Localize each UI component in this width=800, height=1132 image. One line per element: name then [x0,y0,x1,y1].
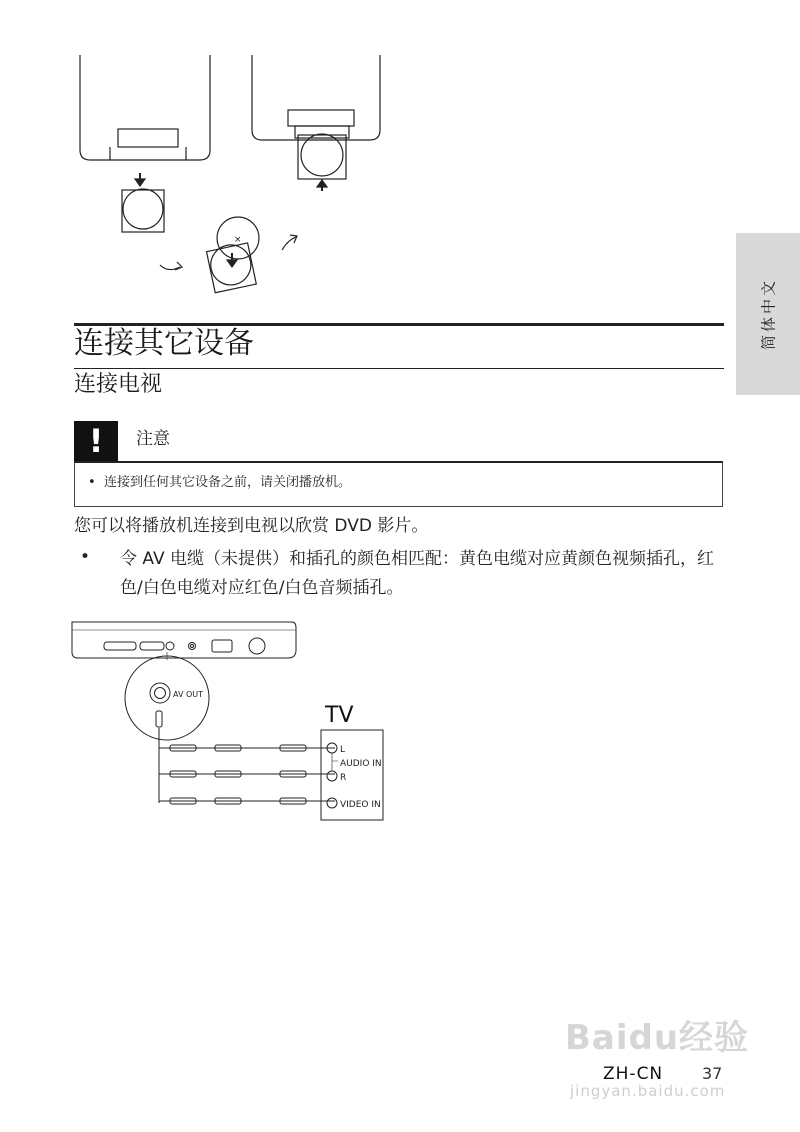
tv-label: TV [325,703,354,728]
caution-title: 注意 [136,429,170,449]
tv-video-in-label: VIDEO IN [340,800,381,810]
caution-item-text: 连接到任何其它设备之前，请关闭播放机。 [103,475,351,490]
exclamation-icon: ! [74,421,118,461]
caution-item [88,474,351,492]
tv-port-right-label: R [340,773,347,783]
battery-replacement-illustration [60,55,420,300]
watermark-brand: Baidu经验 [565,1018,750,1058]
watermark-url: jingyan.baidu.com [570,1082,726,1100]
section-subtitle: 连接电视 [74,372,163,397]
bullet-text: 令 AV 电缆（未提供）和插孔的颜色相匹配：黄色电缆对应黄颜色视频插孔，红色/白色电缆对应红色/白色音频插孔。 [120,549,714,598]
tv-connection-diagram [70,618,400,828]
caution-bullet: • [88,475,104,490]
footer-page-number: 37 [702,1064,723,1083]
tv-audio-in-label: AUDIO IN [340,759,382,769]
intro-paragraph: 您可以将播放机连接到电视以欣赏 DVD 影片。 [74,516,429,536]
footer-language-code: ZH-CN [603,1064,664,1084]
av-out-label: AV OUT [173,690,204,699]
language-side-tab [736,233,800,395]
language-side-tab-label: 简体中文 [759,277,778,351]
section-title: 连接其它设备 [74,326,254,361]
svg-text:×: × [234,235,242,245]
bullet-mark: • [80,547,91,567]
section-divider [74,368,724,369]
tv-port-left-label: L [340,745,346,755]
